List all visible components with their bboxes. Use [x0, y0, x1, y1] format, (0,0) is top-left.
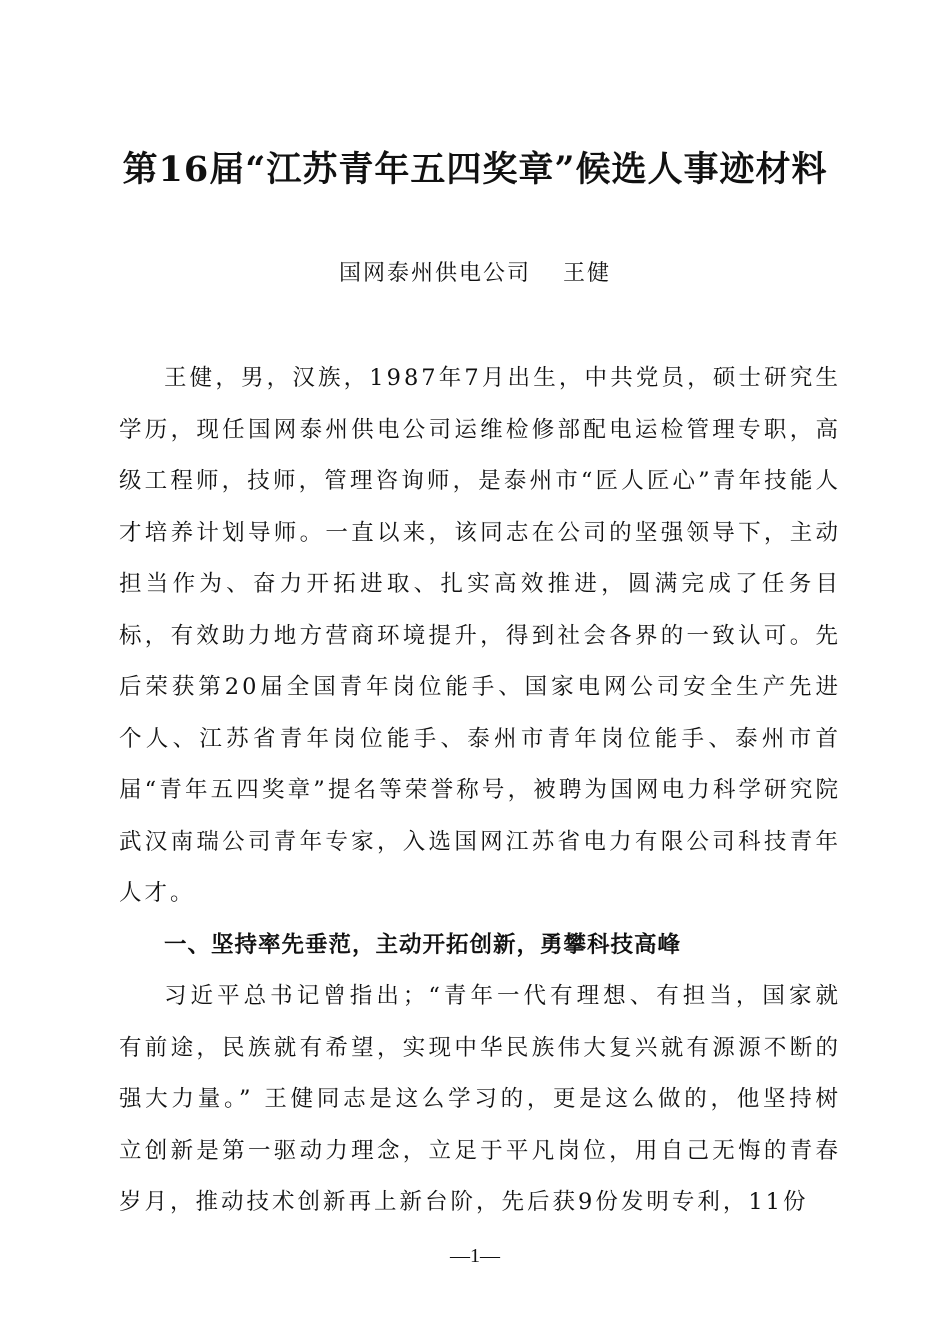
- byline-name: 王健: [563, 261, 612, 286]
- byline-organization: 国网泰州供电公司: [338, 261, 531, 286]
- page-number: —1—: [450, 1245, 500, 1267]
- document-title: 第16届“江苏青年五四奖章”候选人事迹材料: [122, 149, 828, 190]
- byline: [0, 256, 950, 287]
- document-body: [119, 353, 841, 1229]
- section-paragraph: 习近平总书记曾指出；“青年一代有理想、有担当，国家就有前途，民族就有希望，实现中华民族伟大复兴就有源源不断的强大力量。” 王健同志是这么学习的，更是这么做的，他坚持树立创新是第一驱动力理念，立足于平凡岗位，用自己无悔的青春岁月，推动技术创新再上新台阶，先后获9份发明专利，11份: [119, 983, 841, 1215]
- section-heading: 一、坚持率先垂范，主动开拓创新，勇攀科技高峰: [164, 931, 682, 958]
- intro-paragraph: 王健，男，汉族，1987年7月出生，中共党员，硕士研究生学历，现任国网泰州供电公司运维检修部配电运检管理专职，高级工程师，技师，管理咨询师，是泰州市“匠人匠心”青年技能人才培养计划导师。一直以来，该同志在公司的坚强领导下，主动担当作为、奋力开拓进取、扎实高效推进，圆满完成了任务目标，有效助力地方营商环境提升，得到社会各界的一致认可。先后荣获第20届全国青年岗位能手、国家电网公司安全生产先进个人、江苏省青年岗位能手、泰州市青年岗位能手、泰州市首届“青年五四奖章”提名等荣誉称号，被聘为国网电力科学研究院武汉南瑞公司青年专家，入选国网江苏省电力有限公司科技青年人才。: [119, 365, 841, 906]
